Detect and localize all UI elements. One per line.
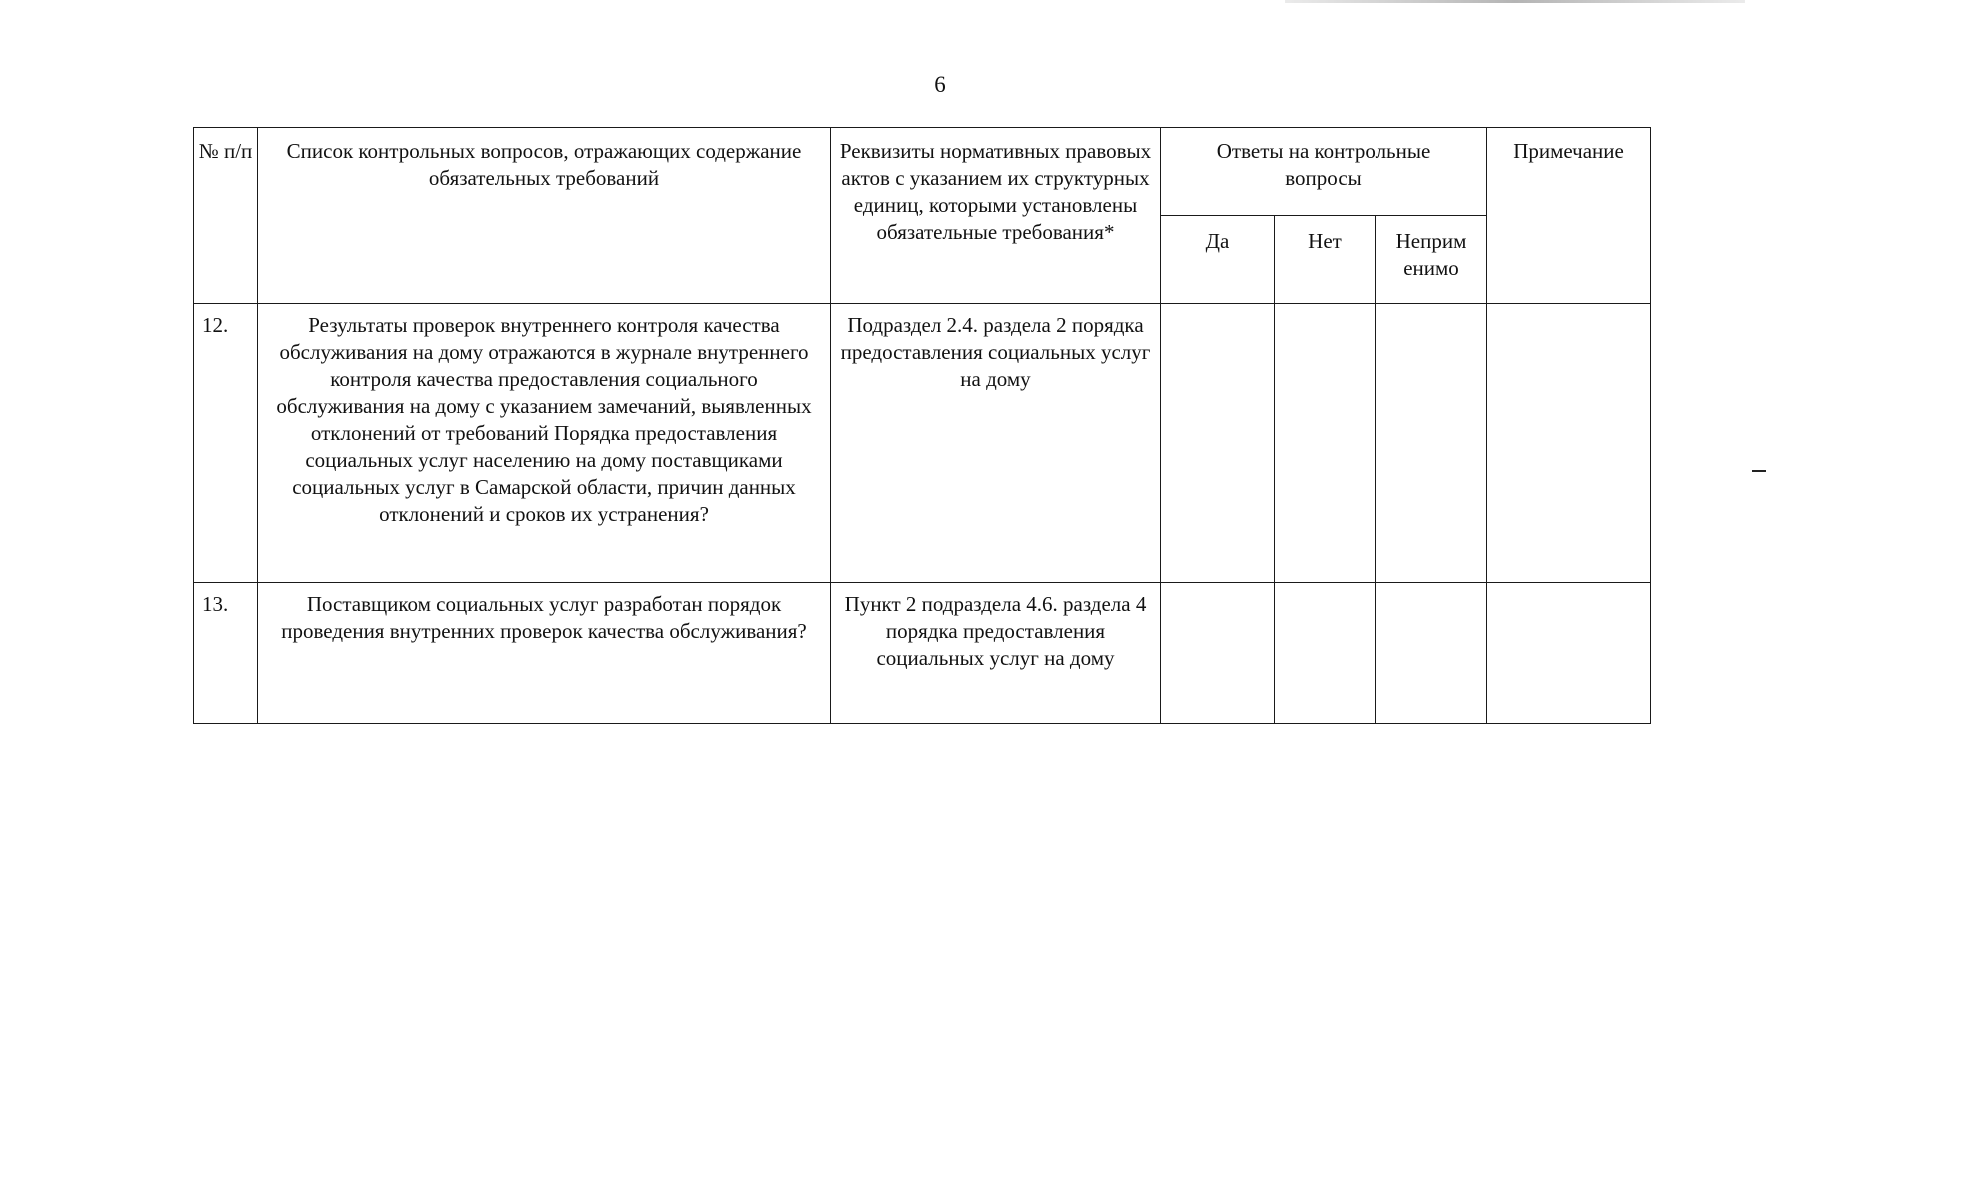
table-row <box>194 583 1651 724</box>
header-questions: Список контрольных вопросов, отражающих содержание обязательных требований <box>258 128 831 304</box>
row-number: 13. <box>194 583 258 724</box>
header-answers <box>1161 128 1487 216</box>
row-reference: Подраздел 2.4. раздела 2 порядка предоставления социальных услуг на дому <box>831 304 1161 583</box>
answer-not-applicable-cell <box>1376 304 1487 583</box>
header-row <box>194 128 1651 216</box>
answer-yes-cell <box>1161 583 1275 724</box>
margin-dash <box>1752 470 1766 472</box>
row-question: Результаты проверок внутреннего контроля качества обслуживания на дому отражаются в журнале внутреннего контроля качества предоставления социального обслуживания на дому с указанием замечаний, выявленных отклонений от требований Порядка предоставления социальных услуг населению на дому поставщиками социальных услуг в Самарской области, причин данных отклонений и сроков их устранения? <box>258 304 831 583</box>
page-number: 6 <box>934 72 946 97</box>
answer-yes-cell <box>1161 304 1275 583</box>
header-answers-label: Ответы на контрольные вопросы <box>1216 139 1431 190</box>
answer-no-cell <box>1275 583 1376 724</box>
note-cell <box>1487 304 1651 583</box>
answer-no-cell <box>1275 304 1376 583</box>
note-cell <box>1487 583 1651 724</box>
header-not-applicable-label: Неприменимо <box>1395 229 1467 280</box>
header-note: Примечание <box>1487 128 1651 304</box>
checklist-table <box>193 127 1651 724</box>
header-num: № п/п <box>194 128 258 304</box>
header-yes: Да <box>1161 216 1275 304</box>
header-requisites: Реквизиты нормативных правовых актов с указанием их структурных единиц, которыми установлены обязательные требования* <box>831 128 1161 304</box>
table-row <box>194 304 1651 583</box>
row-question: Поставщиком социальных услуг разработан порядок проведения внутренних проверок качества обслуживания? <box>258 583 831 724</box>
scan-edge-mark <box>1285 0 1745 3</box>
row-reference: Пункт 2 подраздела 4.6. раздела 4 порядка предоставления социальных услуг на дому <box>831 583 1161 724</box>
header-no: Нет <box>1275 216 1376 304</box>
header-not-applicable <box>1376 216 1487 304</box>
answer-not-applicable-cell <box>1376 583 1487 724</box>
row-number: 12. <box>194 304 258 583</box>
